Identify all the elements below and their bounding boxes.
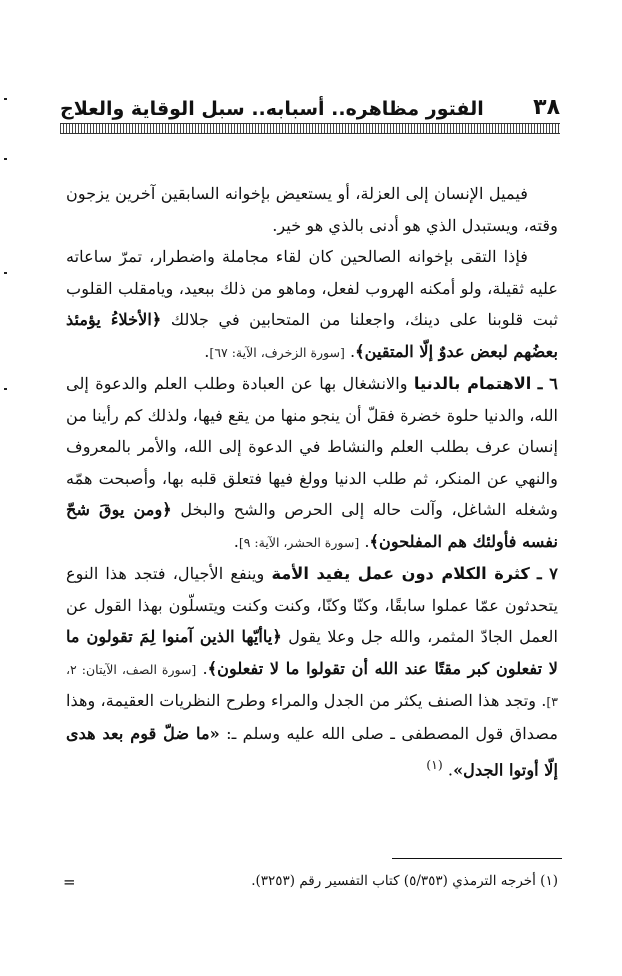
margin-mark [4,272,7,274]
page-number: ٣٨ [533,95,560,120]
item-heading: الاهتمام بالدنيا [413,374,532,393]
verse-reference: [سورة الصف، الآيتان: ٢، ٣] [66,661,558,709]
paragraph-text: وتجد هذا الصنف يكثر من الجدل والمراء وطرح النظريات العقيمة، وهذا مصداق قول المصطفى ـ صلى الله عليه وسلم ـ: [66,691,558,743]
paragraph-text: فإذا التقى بإخوانه الصالحين كان لقاء مجاملة واضطرار، تمرّ ساعاته عليه ثقيلة، ولو أمكنه الهروب لفعل، وماهو من ذلك ببعيد، ويامقلب القلوب ثبت قلوبنا على دينك، واجعلنا من المتحابين في جلالك [66,247,558,329]
hadith-quote: «ما ضلّ قوم بعد هدى إلّا أوتوا الجدل» [66,723,558,780]
quran-quote: ﴿الأخلاءُ يؤمئذ بعضُهم لبعض عدوٌ إلّا المتقين﴾ [66,310,558,361]
paragraph-text: والانشغال بها عن العبادة وطلب العلم والدعوة إلى الله، والدنيا حلوة خضرة فقلّ أن ينجو منها من يقع فيها، ولذلك كم رأينا من إنسان عرف بطلب العلم والنشاط في الدعوة إلى الله، والأمر بالمعروف والنهي عن المنكر، ثم طلب الدنيا وولغ فيها فتعلق قلبه بها، وأصبحت همّه وشغله الشاغل، وآلت حاله إلى الحرص والشح والبخل [66,374,558,519]
footnote-marker: (١) [426,757,443,772]
quran-quote: ﴿ومن يوقَ شحّ نفسه فأولئك هم المفلحون﴾ [66,500,558,551]
verse-reference: [سورة الحشر، الآية: ٩] [238,534,360,550]
margin-mark [4,388,7,390]
list-item: ٦ ـ الاهتمام بالدنيا والانشغال بها عن العبادة وطلب العلم والدعوة إلى الله، والدنيا حلوة خضرة فقلّ أن ينجو منها من يقع فيها، ولذلك كم رأينا من إنسان عرف بطلب العلم والنشاط في الدعوة إلى الله، والأمر بالمعروف والنهي عن المنكر، ثم طلب الدنيا وولغ فيها فتعلق قلبه بها، وأصبحت همّه وشغله الشاغل، وآلت حاله إلى الحرص والشح والبخل ﴿ومن يوقَ شحّ نفسه فأولئك هم المفلحون﴾. [سورة الحشر، الآية: ٩]. [66,374,558,551]
paragraph: فإذا التقى بإخوانه الصالحين كان لقاء مجاملة واضطرار، تمرّ ساعاته عليه ثقيلة، ولو أمكنه الهروب لفعل، وماهو من ذلك ببعيد، ويامقلب القلوب ثبت قلوبنا على دينك، واجعلنا من المتحابين في جلالك ﴿الأخلاءُ يؤمئذ بعضُهم لبعض عدوٌ إلّا المتقين﴾. [سورة الزخرف، الآية: ٦٧]. [66,247,558,361]
footnote-separator: = [63,873,76,891]
header-rule [60,123,560,134]
running-title: الفتور مظاهره.. أسبابه.. سبل الوقاية والعلاج [60,98,484,120]
quran-quote: ﴿ياأيّها الذين آمنوا لِمَ تقولون ما لا تفعلون كبر مقتًا عند الله أن تقولوا ما لا تفعلون﴾ [66,627,558,678]
footnote-rule [392,858,562,859]
item-number: ٦ ـ [537,374,558,393]
margin-mark [4,158,7,160]
paragraph: فيميل الإنسان إلى العزلة، أو يستعيض بإخوانه السابقين آخرين يزجون وقته، ويستبدل الذي هو أدنى بالذي هو خير. [66,184,558,235]
paragraph-text: وينفع الأجيال، فتجد هذا النوع يتحدثون عمّا عملوا سابقًا، وكنّا وكنّا، وكنت وكنت ويتسلّون بهذا القول عن العمل الجادّ المثمر، والله جل وعلا يقول [66,564,558,646]
body-text [66,178,558,786]
item-heading: كثرة الكلام دون عمل يفيد الأمة [271,564,530,583]
item-number: ٧ ـ [536,564,558,583]
verse-reference: [سورة الزخرف، الآية: ٦٧] [209,344,345,360]
page-header [60,92,560,120]
list-item: ٧ ـ كثرة الكلام دون عمل يفيد الأمة وينفع الأجيال، فتجد هذا النوع يتحدثون عمّا عملوا سابقًا، وكنّا وكنّا، وكنت وكنت ويتسلّون بهذا القول عن العمل الجادّ المثمر، والله جل وعلا يقول ﴿ياأيّها الذين آمنوا لِمَ تقولون ما لا تفعلون كبر مقتًا عند الله أن تقولوا ما لا تفعلون﴾. [سورة الصف، الآيتان: ٢، ٣]. وتجد هذا الصنف يكثر من الجدل والمراء وطرح النظريات العقيمة، وهذا مصداق قول المصطفى ـ صلى الله عليه وسلم ـ: «ما ضلّ قوم بعد هدى إلّا أوتوا الجدل». $^{(١)}$ [66,564,558,780]
margin-mark [4,98,7,100]
footnote: (١) أخرجه الترمذي (٥/٣٥٣) كتاب التفسير رقم (٣٢٥٣). [251,873,558,889]
